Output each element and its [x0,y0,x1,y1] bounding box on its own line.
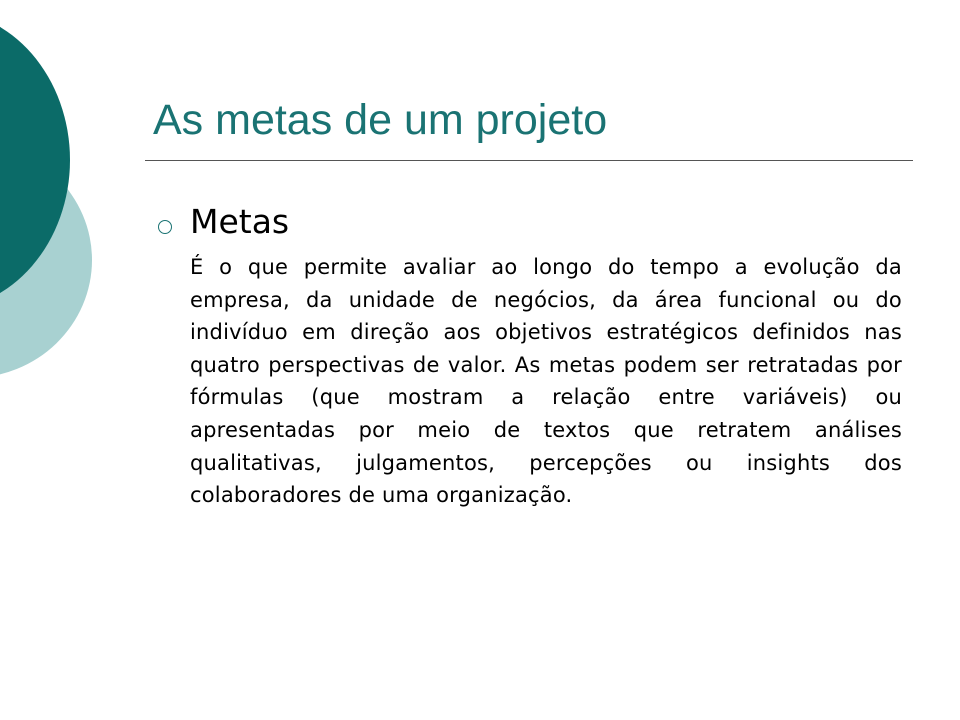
hollow-circle-bullet-icon [158,220,172,234]
title-divider [145,160,913,161]
slide-title: As metas de um projeto [153,96,608,144]
bullet-heading: Metas [190,202,290,241]
bullet-body-text: É o que permite avaliar ao longo do tempo a evolução da empresa, da unidade de negócios, da área funcional ou do indivíduo em direção aos objetivos estratégicos definidos nas quatro perspectivas de valor. As metas podem ser retratadas por fórmulas (que mostram a relação entre variáveis) ou apresentadas por meio de textos que retratem análises qualitativas, julgamentos, percepções ou insights dos colaboradores de uma organização. [190,255,902,508]
decorative-circles [0,0,120,400]
